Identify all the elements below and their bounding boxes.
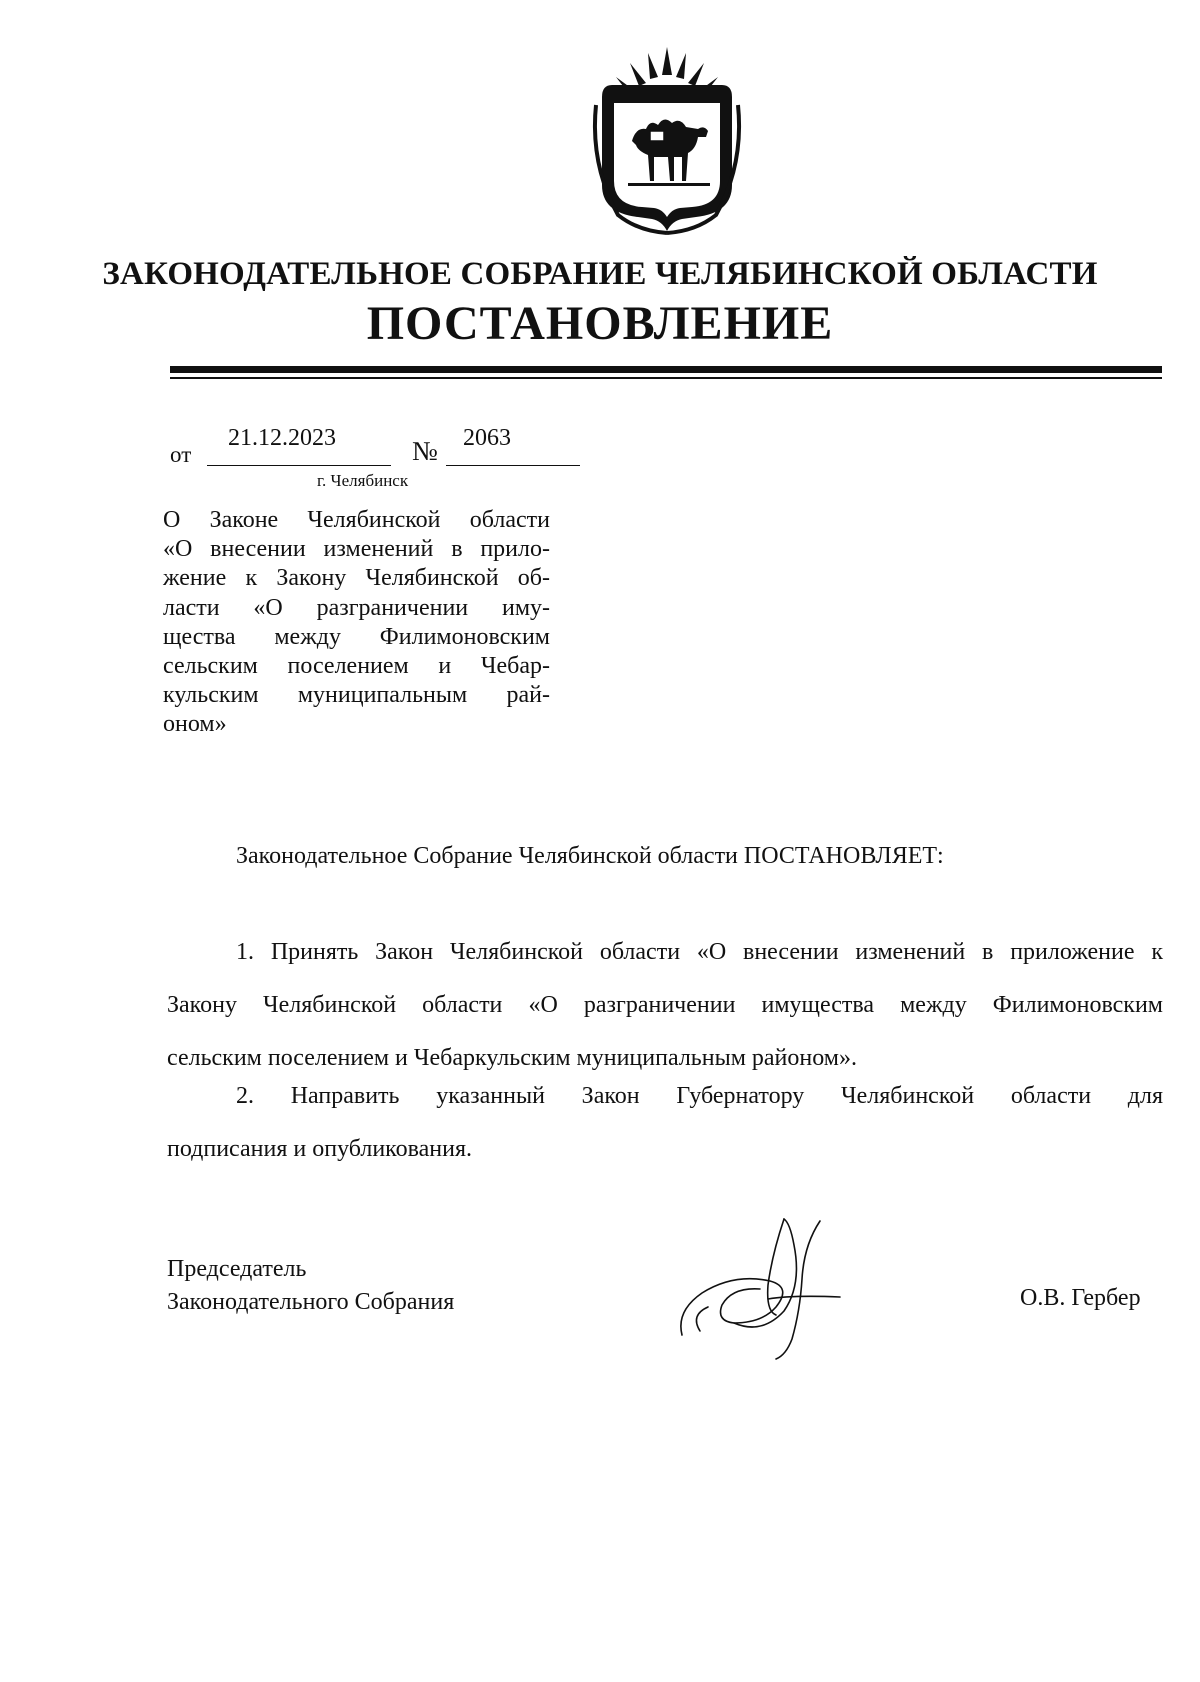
header-divider-thick (170, 366, 1162, 373)
chairman-title-line2: Законодательного Собрания (167, 1289, 455, 1315)
subject-line: сельским поселением и Чебар- (163, 653, 550, 680)
paragraph-1 (167, 926, 1163, 1085)
paragraph-line: сельским поселением и Чебаркульским муниципальным районом». (167, 1045, 857, 1071)
handwritten-signature (672, 1215, 872, 1365)
subject-line: кульским муниципальным рай- (163, 682, 550, 709)
subject-line: О Законе Челябинской области (163, 507, 550, 533)
document-subject (163, 506, 550, 740)
paragraph-line: 2. Направить указанный Закон Губернатору Челябинской области для (236, 1083, 1163, 1109)
preamble: Законодательное Собрание Челябинской области ПОСТАНОВЛЯЕТ: (236, 843, 944, 869)
header-divider-thin (170, 377, 1162, 379)
paragraph-line: Закону Челябинской области «О разграничении имущества между Филимоновским (167, 992, 1163, 1018)
number-label: № (412, 436, 438, 466)
city-label: г. Челябинск (317, 471, 409, 490)
organization-title: ЗАКОНОДАТЕЛЬНОЕ СОБРАНИЕ ЧЕЛЯБИНСКОЙ ОБЛАСТИ (102, 256, 1098, 292)
paragraph-2 (167, 1070, 1163, 1176)
date-underline (207, 465, 391, 466)
number-underline (446, 465, 580, 466)
subject-line: «О внесении изменений в прило- (163, 536, 550, 563)
document-type-heading: ПОСТАНОВЛЕНИЕ (366, 297, 834, 350)
paragraph-line: подписания и опубликования. (167, 1136, 473, 1162)
chairman-title-line1: Председатель (167, 1256, 307, 1282)
signer-name: О.В. Гербер (1020, 1285, 1141, 1311)
paragraph-line: 1. Принять Закон Челябинской области «О внесении изменений в приложение к (236, 939, 1163, 965)
subject-line: ласти «О разграничении иму- (163, 594, 550, 621)
subject-line: жение к Закону Челябинской об- (163, 565, 550, 592)
subject-line: щества между Филимоновским (163, 623, 550, 650)
subject-line: оном» (163, 711, 227, 738)
chairman-title (167, 1253, 454, 1319)
document-date: 21.12.2023 (228, 425, 336, 451)
coat-of-arms-emblem (588, 45, 746, 235)
document-number: 2063 (463, 425, 511, 451)
date-label: от (170, 442, 192, 467)
